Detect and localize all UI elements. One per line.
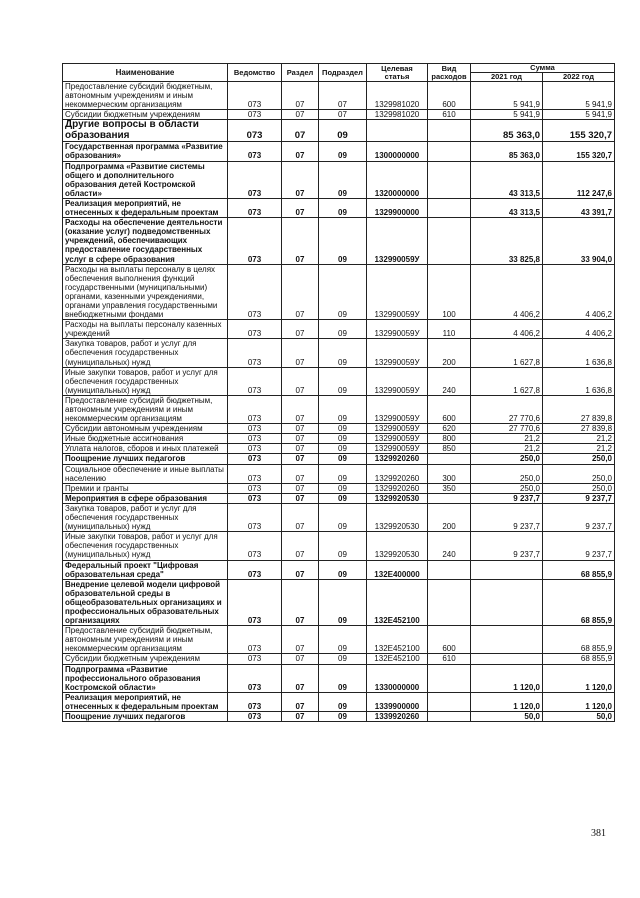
row-name: Поощрение лучших педагогов (63, 712, 228, 722)
row-section: 07 (282, 320, 319, 339)
table-row (63, 264, 615, 320)
row-section: 07 (282, 339, 319, 367)
row-sum-2021 (471, 579, 543, 625)
row-subsection: 09 (319, 264, 367, 320)
row-dept: 073 (228, 218, 282, 264)
row-dept: 073 (228, 664, 282, 692)
row-subsection: 09 (319, 367, 367, 395)
row-sum-2021: 4 406,2 (471, 320, 543, 339)
row-subsection: 09 (319, 198, 367, 217)
row-sum-2022: 250,0 (543, 464, 615, 483)
row-dept: 073 (228, 434, 282, 444)
table-row (63, 692, 615, 711)
row-subsection: 09 (319, 142, 367, 161)
row-name: Закупка товаров, работ и услуг для обеспечения государственных (муниципальных) нужд (63, 503, 228, 531)
row-dept: 073 (228, 493, 282, 503)
row-sum-2022: 155 320,7 (543, 120, 615, 142)
row-sum-2022: 68 855,9 (543, 560, 615, 579)
row-name: Другие вопросы в области образования (63, 120, 228, 142)
table-row (63, 454, 615, 464)
row-sum-2021 (471, 626, 543, 654)
row-target: 132E400000 (367, 560, 428, 579)
row-section: 07 (282, 654, 319, 664)
row-sum-2022: 50,0 (543, 712, 615, 722)
table-header (63, 64, 615, 82)
row-name: Расходы на выплаты персоналу в целях обеспечения выполнения функций государственными (муниципальными) органами, казенными учреждениями, органами управления государственными внебюджетными фондами (63, 264, 228, 320)
row-sum-2021: 250,0 (471, 464, 543, 483)
row-sum-2021: 9 237,7 (471, 532, 543, 560)
row-dept: 073 (228, 444, 282, 454)
row-sum-2021: 9 237,7 (471, 503, 543, 531)
row-section: 07 (282, 395, 319, 423)
row-name: Социальное обеспечение и иные выплаты населению (63, 464, 228, 483)
header-section: Раздел (282, 64, 319, 82)
row-dept: 073 (228, 626, 282, 654)
row-sum-2021: 9 237,7 (471, 493, 543, 503)
row-subsection: 09 (319, 664, 367, 692)
row-target: 132990059У (367, 320, 428, 339)
row-subsection: 07 (319, 110, 367, 120)
row-section: 07 (282, 434, 319, 444)
header-2021: 2021 год (471, 73, 543, 82)
row-name: Субсидии бюджетным учреждениям (63, 654, 228, 664)
row-sum-2022: 21,2 (543, 444, 615, 454)
row-section: 07 (282, 454, 319, 464)
row-section: 07 (282, 198, 319, 217)
row-section: 07 (282, 464, 319, 483)
header-sum: Сумма (471, 64, 615, 73)
row-section: 07 (282, 110, 319, 120)
row-kind (428, 692, 471, 711)
row-kind: 600 (428, 626, 471, 654)
row-name: Расходы на обеспечение деятельности (оказание услуг) подведомственных учреждений, обеспечивающих предоставление государственных услуг в сфере образования (63, 218, 228, 264)
row-dept: 073 (228, 110, 282, 120)
row-dept: 073 (228, 579, 282, 625)
row-name: Субсидии автономным учреждениям (63, 424, 228, 434)
row-dept: 073 (228, 339, 282, 367)
row-dept: 073 (228, 395, 282, 423)
row-sum-2022: 9 237,7 (543, 532, 615, 560)
table-row (63, 218, 615, 264)
row-subsection: 09 (319, 218, 367, 264)
header-target: Целевая статья (367, 64, 428, 82)
row-subsection: 09 (319, 692, 367, 711)
row-sum-2022: 5 941,9 (543, 110, 615, 120)
row-name: Иные закупки товаров, работ и услуг для обеспечения государственных (муниципальных) нужд (63, 532, 228, 560)
row-kind (428, 198, 471, 217)
budget-table (62, 63, 615, 722)
row-sum-2021: 5 941,9 (471, 82, 543, 110)
row-sum-2021: 33 825,8 (471, 218, 543, 264)
table-row (63, 120, 615, 142)
row-sum-2021: 1 627,8 (471, 367, 543, 395)
table-row (63, 424, 615, 434)
row-name: Предоставление субсидий бюджетным, автономным учреждениям и иным некоммерческим организациям (63, 395, 228, 423)
row-section: 07 (282, 503, 319, 531)
row-subsection: 09 (319, 424, 367, 434)
row-subsection: 09 (319, 579, 367, 625)
row-name: Федеральный проект "Цифровая образовательная среда" (63, 560, 228, 579)
row-kind: 240 (428, 367, 471, 395)
row-sum-2021: 5 941,9 (471, 110, 543, 120)
row-kind: 200 (428, 503, 471, 531)
row-name: Реализация мероприятий, не отнесенных к федеральным проектам (63, 198, 228, 217)
row-name: Расходы на выплаты персоналу казенных учреждений (63, 320, 228, 339)
row-sum-2022: 27 839,8 (543, 395, 615, 423)
row-target: 1329920260 (367, 454, 428, 464)
row-section: 07 (282, 692, 319, 711)
table-row (63, 142, 615, 161)
table-row (63, 395, 615, 423)
row-kind (428, 142, 471, 161)
table-row (63, 483, 615, 493)
row-name: Подпрограмма «Развитие системы общего и дополнительного образования детей Костромской области» (63, 161, 228, 198)
row-name: Иные закупки товаров, работ и услуг для обеспечения государственных (муниципальных) нужд (63, 367, 228, 395)
table-row (63, 367, 615, 395)
row-sum-2022: 250,0 (543, 454, 615, 464)
row-subsection: 09 (319, 161, 367, 198)
table-row (63, 579, 615, 625)
row-kind: 610 (428, 110, 471, 120)
row-name: Предоставление субсидий бюджетным, автономным учреждениям и иным некоммерческим организациям (63, 626, 228, 654)
row-kind (428, 493, 471, 503)
row-dept: 073 (228, 264, 282, 320)
table-row (63, 654, 615, 664)
row-target: 132990059У (367, 339, 428, 367)
row-subsection: 09 (319, 464, 367, 483)
row-sum-2022: 1 636,8 (543, 367, 615, 395)
table-row (63, 626, 615, 654)
row-subsection: 09 (319, 395, 367, 423)
row-name: Уплата налогов, сборов и иных платежей (63, 444, 228, 454)
row-subsection: 09 (319, 444, 367, 454)
row-name: Закупка товаров, работ и услуг для обеспечения государственных (муниципальных) нужд (63, 339, 228, 367)
row-sum-2022: 68 855,9 (543, 626, 615, 654)
row-dept: 073 (228, 532, 282, 560)
row-dept: 073 (228, 483, 282, 493)
header-2022: 2022 год (543, 73, 615, 82)
row-name: Предоставление субсидий бюджетным, автономным учреждениям и иным некоммерческим организациям (63, 82, 228, 110)
row-sum-2021: 50,0 (471, 712, 543, 722)
row-kind: 800 (428, 434, 471, 444)
row-subsection: 09 (319, 493, 367, 503)
table-row (63, 161, 615, 198)
table-row (63, 320, 615, 339)
row-target: 1339920260 (367, 712, 428, 722)
row-target: 1339900000 (367, 692, 428, 711)
header-subsection: Подраздел (319, 64, 367, 82)
row-target: 1320000000 (367, 161, 428, 198)
row-dept: 073 (228, 503, 282, 531)
row-subsection: 09 (319, 434, 367, 444)
header-dept: Ведомство (228, 64, 282, 82)
table-row (63, 444, 615, 454)
row-section: 07 (282, 264, 319, 320)
row-sum-2021: 1 120,0 (471, 664, 543, 692)
row-kind (428, 454, 471, 464)
row-section: 07 (282, 424, 319, 434)
row-target: 132990059У (367, 444, 428, 454)
row-name: Подпрограмма «Развитие профессионального образования Костромской области» (63, 664, 228, 692)
row-target (367, 120, 428, 142)
row-dept: 073 (228, 142, 282, 161)
row-sum-2021: 250,0 (471, 483, 543, 493)
row-sum-2021: 43 313,5 (471, 198, 543, 217)
row-sum-2021: 21,2 (471, 444, 543, 454)
table-body (63, 82, 615, 722)
row-subsection: 09 (319, 320, 367, 339)
row-kind: 610 (428, 654, 471, 664)
row-kind: 600 (428, 395, 471, 423)
row-target: 1329920530 (367, 532, 428, 560)
row-section: 07 (282, 367, 319, 395)
row-sum-2021: 250,0 (471, 454, 543, 464)
row-sum-2021: 1 627,8 (471, 339, 543, 367)
table-row (63, 712, 615, 722)
table-row (63, 82, 615, 110)
table-row (63, 532, 615, 560)
row-sum-2022: 5 941,9 (543, 82, 615, 110)
row-target: 1329981020 (367, 82, 428, 110)
row-sum-2022: 9 237,7 (543, 503, 615, 531)
row-kind (428, 712, 471, 722)
row-kind: 300 (428, 464, 471, 483)
row-section: 07 (282, 82, 319, 110)
row-sum-2022: 112 247,6 (543, 161, 615, 198)
row-subsection: 07 (319, 82, 367, 110)
row-section: 07 (282, 626, 319, 654)
row-kind: 110 (428, 320, 471, 339)
row-sum-2022: 9 237,7 (543, 493, 615, 503)
row-target: 1300000000 (367, 142, 428, 161)
row-section: 07 (282, 664, 319, 692)
table-row (63, 560, 615, 579)
row-target: 132990059У (367, 264, 428, 320)
row-dept: 073 (228, 320, 282, 339)
row-section: 07 (282, 579, 319, 625)
row-section: 07 (282, 444, 319, 454)
row-sum-2022: 68 855,9 (543, 579, 615, 625)
row-target: 132E452100 (367, 579, 428, 625)
row-dept: 073 (228, 654, 282, 664)
row-sum-2022: 68 855,9 (543, 654, 615, 664)
row-section: 07 (282, 532, 319, 560)
row-target: 1329920530 (367, 503, 428, 531)
row-kind (428, 120, 471, 142)
row-kind: 620 (428, 424, 471, 434)
row-sum-2022: 27 839,8 (543, 424, 615, 434)
row-sum-2022: 4 406,2 (543, 264, 615, 320)
table-row (63, 464, 615, 483)
row-section: 07 (282, 493, 319, 503)
table-row (63, 664, 615, 692)
row-sum-2021: 4 406,2 (471, 264, 543, 320)
row-dept: 073 (228, 198, 282, 217)
row-kind: 100 (428, 264, 471, 320)
row-dept: 073 (228, 464, 282, 483)
row-target: 1329900000 (367, 198, 428, 217)
row-sum-2022: 43 391,7 (543, 198, 615, 217)
row-target: 132990059У (367, 434, 428, 444)
row-kind: 200 (428, 339, 471, 367)
row-kind (428, 560, 471, 579)
row-dept: 073 (228, 161, 282, 198)
row-sum-2021: 85 363,0 (471, 120, 543, 142)
row-kind: 850 (428, 444, 471, 454)
row-target: 1329920260 (367, 483, 428, 493)
row-subsection: 09 (319, 503, 367, 531)
row-subsection: 09 (319, 712, 367, 722)
table-row (63, 503, 615, 531)
row-target: 132E452100 (367, 654, 428, 664)
row-sum-2022: 1 636,8 (543, 339, 615, 367)
row-dept: 073 (228, 454, 282, 464)
row-name: Внедрение целевой модели цифровой образовательной среды в общеобразовательных организациях и профессиональных образовательных организациях (63, 579, 228, 625)
row-name: Государственная программа «Развитие образования» (63, 142, 228, 161)
row-dept: 073 (228, 692, 282, 711)
row-sum-2021: 27 770,6 (471, 395, 543, 423)
row-target: 1330000000 (367, 664, 428, 692)
row-subsection: 09 (319, 454, 367, 464)
row-section: 07 (282, 120, 319, 142)
row-sum-2022: 4 406,2 (543, 320, 615, 339)
row-sum-2022: 21,2 (543, 434, 615, 444)
row-dept: 073 (228, 82, 282, 110)
row-subsection: 09 (319, 483, 367, 493)
row-kind: 240 (428, 532, 471, 560)
row-sum-2021 (471, 654, 543, 664)
row-kind: 350 (428, 483, 471, 493)
row-sum-2022: 1 120,0 (543, 692, 615, 711)
row-sum-2022: 33 904,0 (543, 218, 615, 264)
row-section: 07 (282, 142, 319, 161)
row-subsection: 09 (319, 560, 367, 579)
row-subsection: 09 (319, 654, 367, 664)
row-sum-2022: 1 120,0 (543, 664, 615, 692)
table-row (63, 493, 615, 503)
row-section: 07 (282, 161, 319, 198)
row-subsection: 09 (319, 532, 367, 560)
row-target: 1329981020 (367, 110, 428, 120)
row-sum-2021: 21,2 (471, 434, 543, 444)
row-sum-2021: 27 770,6 (471, 424, 543, 434)
row-dept: 073 (228, 120, 282, 142)
row-dept: 073 (228, 367, 282, 395)
row-name: Реализация мероприятий, не отнесенных к федеральным проектам (63, 692, 228, 711)
row-subsection: 09 (319, 120, 367, 142)
row-section: 07 (282, 560, 319, 579)
row-section: 07 (282, 712, 319, 722)
row-kind (428, 161, 471, 198)
page-number: 381 (591, 828, 606, 839)
row-subsection: 09 (319, 339, 367, 367)
row-name: Премии и гранты (63, 483, 228, 493)
row-sum-2021 (471, 560, 543, 579)
row-kind (428, 579, 471, 625)
header-kind: Вид расходов (428, 64, 471, 82)
row-target: 1329920530 (367, 493, 428, 503)
table-row (63, 198, 615, 217)
row-dept: 073 (228, 424, 282, 434)
row-kind (428, 218, 471, 264)
row-target: 132990059У (367, 367, 428, 395)
row-section: 07 (282, 483, 319, 493)
row-section: 07 (282, 218, 319, 264)
row-sum-2021: 43 313,5 (471, 161, 543, 198)
row-name: Иные бюджетные ассигнования (63, 434, 228, 444)
row-name: Поощрение лучших педагогов (63, 454, 228, 464)
row-target: 132990059У (367, 424, 428, 434)
row-target: 1329920260 (367, 464, 428, 483)
row-kind: 600 (428, 82, 471, 110)
row-sum-2021: 85 363,0 (471, 142, 543, 161)
row-dept: 073 (228, 712, 282, 722)
row-name: Мероприятия в сфере образования (63, 493, 228, 503)
row-dept: 073 (228, 560, 282, 579)
row-kind (428, 664, 471, 692)
table-row (63, 434, 615, 444)
table-row (63, 339, 615, 367)
row-sum-2022: 250,0 (543, 483, 615, 493)
row-target: 132E452100 (367, 626, 428, 654)
row-sum-2021: 1 120,0 (471, 692, 543, 711)
row-sum-2022: 155 320,7 (543, 142, 615, 161)
row-target: 132990059У (367, 395, 428, 423)
row-name: Субсидии бюджетным учреждениям (63, 110, 228, 120)
row-target: 132990059У (367, 218, 428, 264)
header-name: Наименование (63, 64, 228, 82)
row-subsection: 09 (319, 626, 367, 654)
